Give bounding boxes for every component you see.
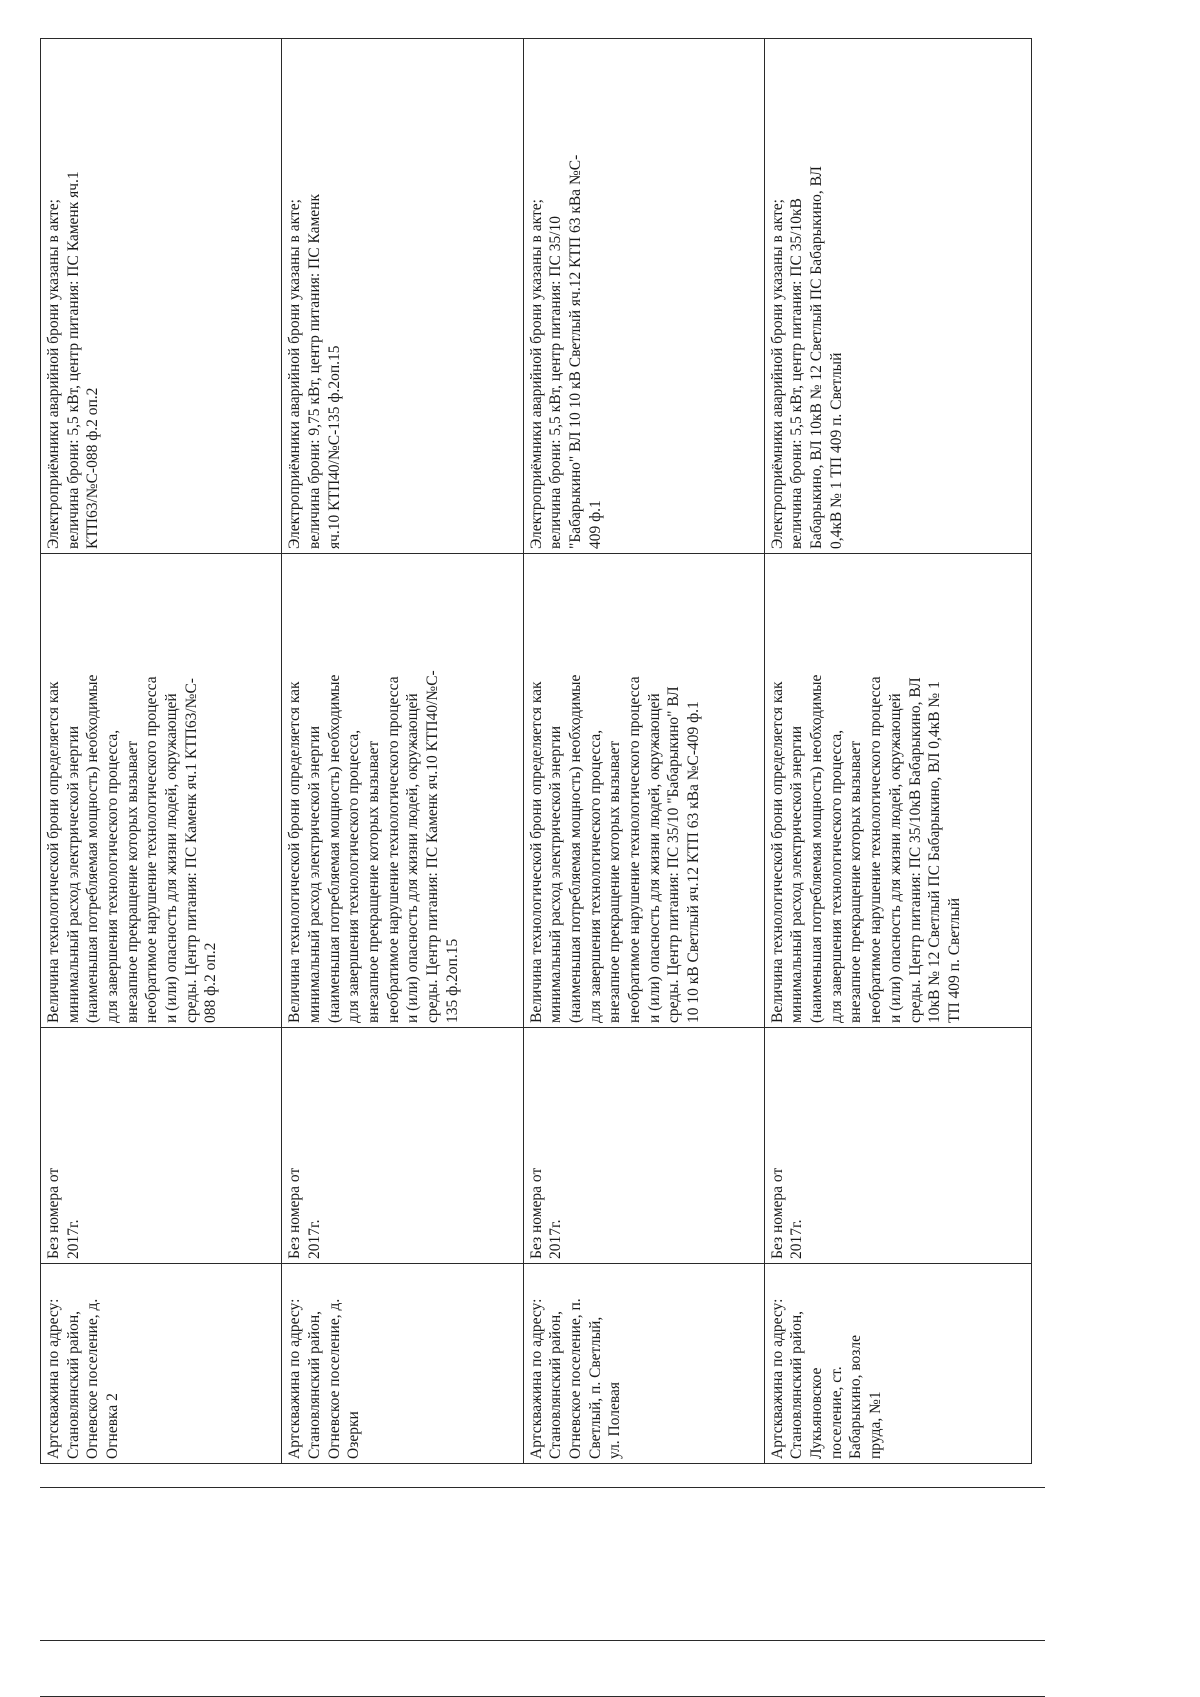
emergency-reserve-text: Электроприёмники аварийной брони указаны в акте; величина брони: 5,5 кВт, центр питания: ПС Каменк яч.1 КТП63/№С-088 ф.2 оп.2	[45, 171, 102, 549]
tech-reserve-cell	[282, 554, 523, 1028]
act-number-cell	[41, 1028, 282, 1264]
act-number-text: Без номера от 2017г.	[286, 1167, 323, 1259]
object-address-cell	[282, 1264, 523, 1464]
act-number-text: Без номера от 2017г.	[45, 1167, 82, 1259]
object-address-cell	[764, 1264, 1031, 1464]
emergency-reserve-cell	[764, 39, 1031, 554]
table-row	[41, 39, 282, 1464]
tech-reserve-text: Величина технологической брони определяется как минимальный расход электрической энергии (наименьшая потребляемая мощность) необходимые для завершения технологического процесса, внезапное прекращение которых вызывает необратимое нарушение технологического процесса и (или) опасность для жизни людей, окружающей среды. Центр питания: ПС 35/10 "Бабарыкино" ВЛ 10 10 кВ Светлый яч.12 КТП 63 кВа №С-409 ф.1	[527, 674, 702, 1023]
emergency-reserve-cell	[523, 39, 764, 554]
act-number-text: Без номера от 2017г.	[768, 1167, 806, 1259]
act-number-cell	[523, 1028, 764, 1264]
emergency-reserve-text: Электроприёмники аварийной брони указаны в акте; величина брони: 5,5 кВт, центр питания: ПС 35/10 "Бабарыкино" ВЛ 10 10 кВ Светлый яч.12 КТП 63 кВа №С- 409 ф.1	[527, 154, 604, 549]
act-number-cell	[282, 1028, 523, 1264]
object-address-text: Артскважина по адресу: Становлянский район, Лукьяновское поселение, ст. Бабарыкино, возле пруда, №1	[768, 1298, 885, 1459]
reserve-table	[40, 38, 1032, 1464]
table-row	[523, 39, 764, 1464]
object-address-cell	[523, 1264, 764, 1464]
act-number-text: Без номера от 2017г.	[527, 1167, 565, 1259]
tech-reserve-text: Величина технологической брони определяется как минимальный расход электрической энергии (наименьшая потребляемая мощность) необходимые для завершения технологического процесса, внезапное прекращение которых вызывает необратимое нарушение технологического процесса и (или) опасность для жизни людей, окружающей среды. Центр питания: ПС Каменк яч.10 КТП40/№С- 135 ф.2оп.15	[286, 670, 461, 1023]
emergency-reserve-text: Электроприёмники аварийной брони указаны в акте; величина брони: 9,75 кВт, центр питания: ПС Каменк яч.10 КТП40/№С-135 ф.2оп.15	[286, 194, 343, 549]
rotated-page-content	[40, 39, 1032, 1464]
object-address-text: Артскважина по адресу: Становлянский район, Огневское поселение, д. Огневка 2	[45, 1298, 122, 1459]
signature-line	[40, 1640, 1045, 1641]
tech-reserve-cell	[523, 554, 764, 1028]
tech-reserve-text: Величина технологической брони определяется как минимальный расход электрической энергии (наименьшая потребляемая мощность) необходимые для завершения технологического процесса, внезапное прекращение которых вызывает необратимое нарушение технологического процесса и (или) опасность для жизни людей, окружающей среды. Центр питания: ПС 35/10кВ Бабарыкино, ВЛ 10кВ № 12 Светлый ПС Бабарыкино, ВЛ 0,4кВ № 1 ТП 409 п. Светлый	[768, 674, 963, 1023]
emergency-reserve-cell	[282, 39, 523, 554]
table-row	[764, 39, 1031, 1464]
emergency-reserve-text: Электроприёмники аварийной брони указаны в акте; величина брони: 5,5 кВт, центр питания: ПС 35/10кВ Бабарыкино, ВЛ 10кВ № 12 Светлый ПС Бабарыкино, ВЛ 0,4кВ № 1 ТП 409 п. Светлый	[768, 166, 845, 549]
emergency-reserve-cell	[41, 39, 282, 554]
object-address-text: Артскважина по адресу: Становлянский район, Огневское поселение, п. Светлый, п. Светлый, ул. Полевая	[527, 1298, 624, 1459]
table-row	[282, 39, 523, 1464]
tech-reserve-text: Величина технологической брони определяется как минимальный расход электрической энергии (наименьшая потребляемая мощность) необходимые для завершения технологического процесса, внезапное прекращение которых вызывает необратимое нарушение технологического процесса и (или) опасность для жизни людей, окружающей среды. Центр питания: ПС Каменк яч.1 КТП63/№С- 088 ф.2 оп.2	[45, 674, 220, 1023]
object-address-text: Артскважина по адресу: Становлянский район, Огневское поселение, д. Озерки	[286, 1298, 363, 1459]
act-number-cell	[764, 1028, 1031, 1264]
signature-line	[40, 1487, 1045, 1488]
object-address-cell	[41, 1264, 282, 1464]
tech-reserve-cell	[764, 554, 1031, 1028]
tech-reserve-cell	[41, 554, 282, 1028]
